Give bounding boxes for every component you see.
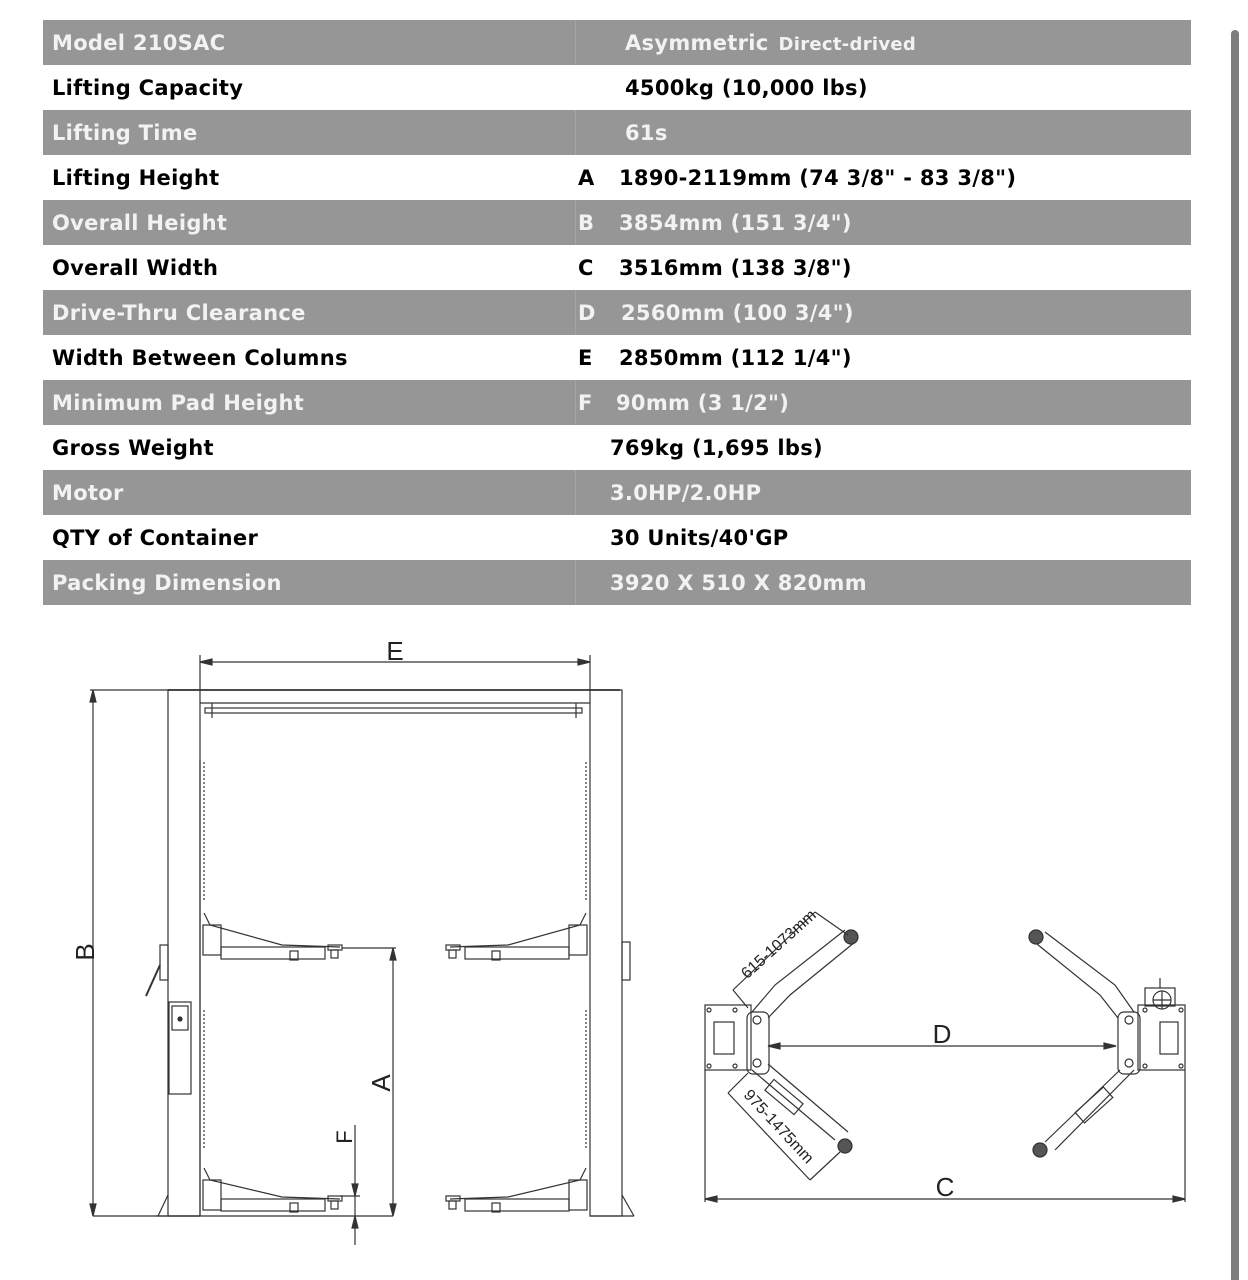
spec-label: Drive-Thru Clearance xyxy=(52,300,306,325)
spec-label: Motor xyxy=(52,480,124,505)
dimension-e xyxy=(200,636,590,690)
dimension-letter: F xyxy=(578,390,593,415)
dimension-letter: D xyxy=(578,300,596,325)
vertical-scrollbar[interactable] xyxy=(1231,30,1239,1280)
dim-label-a: A xyxy=(366,1074,396,1092)
spec-value: 3854mm (151 3/4") xyxy=(619,210,852,235)
arm-right-long xyxy=(1033,1070,1134,1157)
dimension-letter: B xyxy=(578,210,595,235)
motor-pump xyxy=(1145,978,1175,1009)
spec-label: Width Between Columns xyxy=(52,345,348,370)
dimension-letter: E xyxy=(578,345,593,370)
spec-row-lifting-height xyxy=(43,155,1191,200)
spec-row-overall-height xyxy=(43,200,1191,245)
top-view-diagram xyxy=(690,890,1210,1220)
arm-long-range-dimension xyxy=(728,1073,840,1180)
spec-value: 2850mm (112 1/4") xyxy=(619,345,852,370)
spec-label: Model 210SAC xyxy=(52,30,226,55)
spec-row-drive-thru-clearance xyxy=(43,290,1191,335)
spec-row-width-between-columns xyxy=(43,335,1191,380)
spec-value: 4500kg (10,000 lbs) xyxy=(625,75,868,100)
spec-value: 3.0HP/2.0HP xyxy=(610,480,762,505)
spec-row-minimum-pad-height xyxy=(43,380,1191,425)
arm-long-range-label: 975-1475mm xyxy=(739,1086,817,1168)
dimension-letter: A xyxy=(578,165,595,190)
spec-table xyxy=(43,20,1191,605)
right-base-plate xyxy=(1118,1005,1185,1074)
spec-row-overall-width xyxy=(43,245,1191,290)
column-divider xyxy=(575,470,576,515)
front-view-diagram xyxy=(0,620,680,1260)
spec-label: Packing Dimension xyxy=(52,570,282,595)
spec-value: 2560mm (100 3/4") xyxy=(621,300,854,325)
spec-row-model xyxy=(43,20,1191,65)
dim-label-b: B xyxy=(70,943,100,961)
spec-row-lifting-capacity xyxy=(43,65,1191,110)
spec-value-main: Asymmetric xyxy=(625,30,769,55)
spec-row-gross-weight xyxy=(43,425,1191,470)
top-beam xyxy=(168,690,620,718)
spec-row-motor xyxy=(43,470,1191,515)
dim-label-e: E xyxy=(386,636,404,666)
column-divider xyxy=(575,290,576,335)
spec-label: QTY of Container xyxy=(52,525,259,550)
spec-label: Gross Weight xyxy=(52,435,214,460)
spec-label: Lifting Capacity xyxy=(52,75,244,100)
spec-label: Overall Height xyxy=(52,210,228,235)
left-base-plate xyxy=(705,1005,769,1074)
dimension-letter: C xyxy=(578,255,594,280)
spec-label: Overall Width xyxy=(52,255,219,280)
column-divider xyxy=(575,200,576,245)
spec-value: 1890-2119mm (74 3/8" - 83 3/8") xyxy=(619,165,1017,190)
left-column xyxy=(146,690,204,1216)
column-divider xyxy=(575,380,576,425)
column-divider xyxy=(575,110,576,155)
spec-row-packing-dimension xyxy=(43,560,1191,605)
lifting-arms-raised xyxy=(203,913,587,960)
dimension-a xyxy=(342,948,396,1216)
column-divider xyxy=(575,20,576,65)
spec-value xyxy=(625,31,916,55)
right-column xyxy=(586,690,634,1216)
spec-value: 30 Units/40'GP xyxy=(610,525,789,550)
spec-label: Minimum Pad Height xyxy=(52,390,305,415)
spec-label: Lifting Height xyxy=(52,165,220,190)
spec-label: Lifting Time xyxy=(52,120,198,145)
spec-value: 3920 X 510 X 820mm xyxy=(610,570,867,595)
arm-short-range-dimension xyxy=(733,907,848,1008)
spec-value: 3516mm (138 3/8") xyxy=(619,255,852,280)
spec-row-qty-of-container xyxy=(43,515,1191,560)
arm-short-range-label: 615-1073mm xyxy=(738,906,820,983)
dimension-d xyxy=(768,1019,1116,1049)
dim-label-c: C xyxy=(935,1172,955,1202)
spec-value: 769kg (1,695 lbs) xyxy=(610,435,823,460)
column-divider xyxy=(575,560,576,605)
spec-value: 61s xyxy=(625,120,668,145)
arm-right-short xyxy=(1029,930,1134,1018)
spec-value: 90mm (3 1/2") xyxy=(616,390,790,415)
dim-label-f: F xyxy=(332,1130,357,1144)
dimension-f xyxy=(332,1125,360,1245)
spec-row-lifting-time xyxy=(43,110,1191,155)
dimension-b xyxy=(70,690,170,1216)
spec-value-extra: Direct-drived xyxy=(778,33,917,55)
dim-label-d: D xyxy=(932,1019,952,1049)
